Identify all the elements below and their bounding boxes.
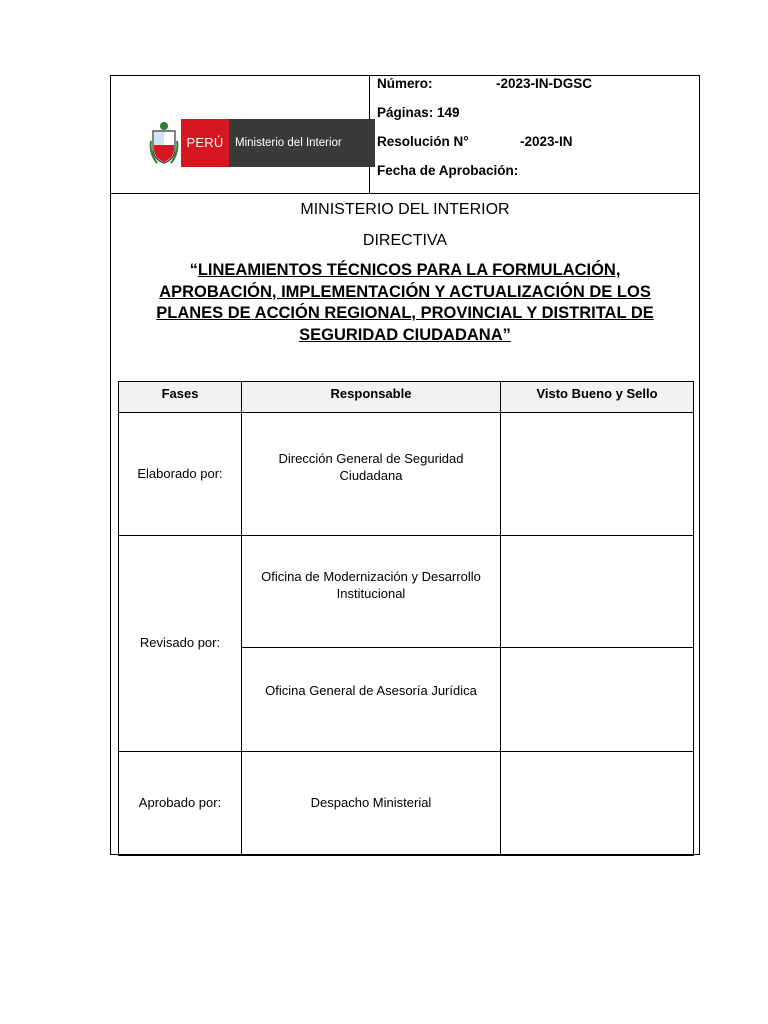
phase-cell: Aprobado por: [119, 752, 242, 856]
column-header-fases: Fases [119, 382, 242, 413]
open-quote: “ [189, 261, 198, 279]
signature-cell [501, 536, 694, 648]
table-header-row [119, 382, 694, 413]
doc-type-heading: DIRECTIVA [362, 232, 448, 249]
signature-cell [501, 752, 694, 856]
phase-cell: Elaborado por: [119, 413, 242, 536]
fecha-line: Fecha de Aprobación: [377, 163, 519, 178]
phase-cell: Revisado por: [119, 536, 242, 752]
title-line-2: APROBACIÓN, IMPLEMENTACIÓN Y ACTUALIZACIÓN DE LOS [159, 282, 651, 301]
column-header-responsable: Responsable [242, 382, 501, 413]
peru-coat-of-arms-icon [149, 119, 179, 167]
document-metadata [370, 76, 699, 193]
table-row [119, 413, 694, 536]
numero-label: Número: [377, 76, 433, 91]
table-row [119, 536, 694, 648]
paginas-line: Páginas: 149 [377, 105, 460, 120]
numero-value: -2023-IN-DGSC [496, 76, 593, 91]
responsible-cell: Dirección General de Seguridad Ciudadana [242, 413, 501, 536]
responsible-cell: Despacho Ministerial [242, 752, 501, 856]
responsible-cell: Oficina General de Asesoría Jurídica [242, 648, 501, 752]
column-header-visto-bueno: Visto Bueno y Sello [501, 382, 694, 413]
title-line-1: LINEAMIENTOS TÉCNICOS PARA LA FORMULACIÓN, [197, 261, 621, 279]
ministry-logo [149, 119, 342, 167]
signature-cell [501, 413, 694, 536]
approval-table [118, 381, 694, 856]
resolucion-label: Resolución N° [377, 134, 469, 149]
responsible-cell: Oficina de Modernización y Desarrollo Institucional [242, 536, 501, 648]
resolucion-value: -2023-IN [520, 134, 573, 149]
title-line-3: PLANES DE ACCIÓN REGIONAL, PROVINCIAL Y DISTRITAL DE [156, 304, 654, 322]
ministry-heading: MINISTERIO DEL INTERIOR [300, 201, 510, 218]
logo-cell [111, 76, 370, 193]
peru-label: PERÚ [181, 119, 229, 167]
header-row [111, 76, 699, 194]
title-line-4: SEGURIDAD CIUDADANA” [299, 325, 511, 344]
document-frame [110, 75, 700, 855]
directive-title [125, 260, 685, 346]
signature-cell [501, 648, 694, 752]
numero-line [377, 76, 593, 91]
resolucion-line [377, 134, 573, 149]
ministry-label: Ministerio del Interior [229, 119, 375, 167]
table-row [119, 752, 694, 856]
